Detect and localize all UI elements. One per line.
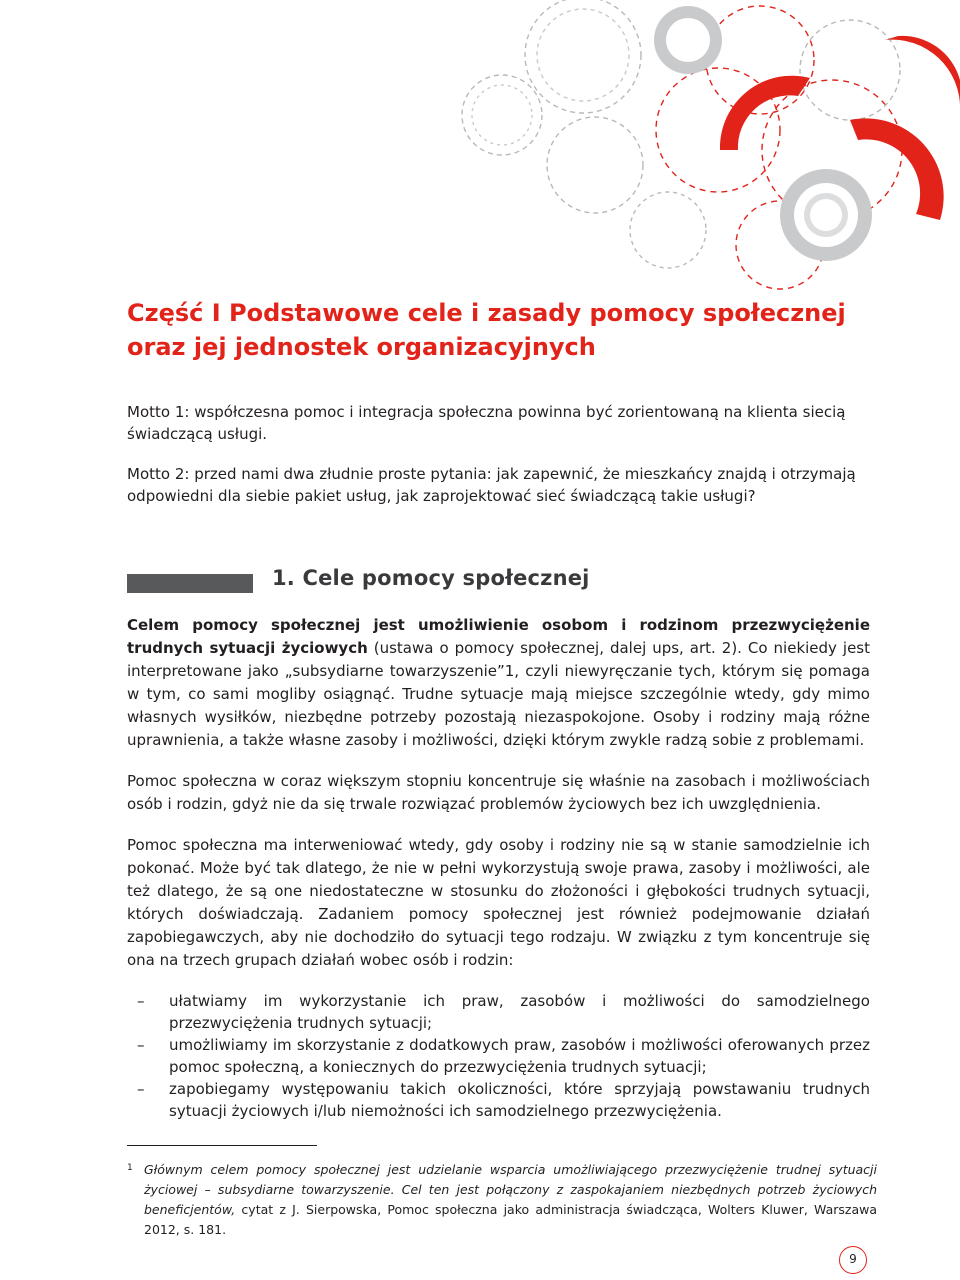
dashed-circle — [525, 0, 641, 113]
list-item — [127, 1078, 870, 1122]
motto-1: Motto 1: współczesna pomoc i integracja społeczna powinna być zorientowaną na klienta siecią świadczącą usługi. — [127, 403, 846, 443]
footnote-citation: cytat z J. Sierpowska, Pomoc społeczna jako administracja świadcząca, Wolters Kluwer, Warszawa 2012, s. 181. — [144, 1202, 877, 1237]
dashed-circle — [800, 20, 900, 120]
list-item-text: zapobiegamy występowaniu takich okoliczności, które sprzyjają powstawaniu trudnych sytuacji życiowych i/lub niemożności ich samodzielnego przezwyciężenia. — [169, 1080, 870, 1120]
paragraph-1 — [127, 614, 870, 752]
paragraph-1-rest: (ustawa o pomocy społecznej, dalej ups, art. 2). Co niekiedy jest interpretowane jako „subsydiarne towarzyszenie”1, czyli niewyręczanie tych, którym się pomaga w tym, co sami mogliby osiągnąć. Trudne sytuacje mają miejsce szczególnie wtedy, gdy mimo własnych wysiłków, niezbędne potrzeby pozostają niezaspokojone. Osoby i rodziny mają różne uprawnienia, a także własne zasoby i możliwości, dzięki którym zwykle radzą sobie z problemami. — [127, 639, 870, 749]
dashed-circle — [630, 192, 706, 268]
dashed-circle — [462, 75, 542, 155]
list-item-text: umożliwiamy im skorzystanie z dodatkowych praw, zasobów i możliwości oferowanych przez pomoc społeczną, a koniecznych do przezwyciężenia trudnych sytuacji; — [169, 1036, 870, 1076]
motto-2: Motto 2: przed nami dwa złudnie proste pytania: jak zapewnić, że mieszkańcy znajdą i otrzymają odpowiedni dla siebie pakiet usług, jak zaprojektować sieć świadczącą takie usługi? — [127, 465, 856, 505]
red-arc-shape — [720, 76, 810, 150]
decorative-circles — [420, 0, 960, 290]
footnote-italic: Głównym celem pomocy społecznej jest udzielanie wsparcia umożliwiającego przezwyciężenie trudnej sytuacji życiowej – subsydiarne towarzyszenie. Cel ten jest połączony z zaspokajaniem niezbędnych potrzeb życiowych beneficjentów, — [144, 1162, 877, 1217]
footnote-rule — [127, 1145, 317, 1146]
chapter-title-line-1: Część I Podstawowe cele i zasady pomocy społecznej — [127, 299, 846, 327]
dashed-circle — [537, 9, 629, 101]
list-item — [127, 990, 870, 1034]
section-body — [127, 614, 870, 1122]
footnote-mark: 1 — [127, 1163, 133, 1173]
footnote — [127, 1160, 877, 1240]
actions-list — [127, 990, 870, 1122]
page-number: 9 — [849, 1252, 857, 1266]
list-dash: – — [137, 1036, 145, 1054]
dashed-circle — [472, 85, 532, 145]
section-marker-bar — [127, 574, 253, 593]
chapter-title — [127, 296, 907, 364]
section-heading: 1. Cele pomocy społecznej — [272, 566, 590, 590]
red-arc-shape — [885, 36, 960, 110]
chapter-title-line-2: oraz jej jednostek organizacyjnych — [127, 333, 596, 361]
paragraph-2: Pomoc społeczna w coraz większym stopniu koncentruje się właśnie na zasobach i możliwościach osób i rodzin, gdyż nie da się trwale rozwiązać problemów życiowych bez ich uwzględnienia. — [127, 772, 870, 813]
dashed-circle — [547, 117, 643, 213]
paragraph-1-lead: Celem pomocy społecznej jest umożliwienie osobom i rodzinom przezwyciężenie trudnych sytuacji życiowych — [127, 616, 870, 657]
page-number-badge — [839, 1246, 867, 1274]
list-dash: – — [137, 992, 145, 1010]
list-item — [127, 1034, 870, 1078]
paragraph-3: Pomoc społeczna ma interweniować wtedy, gdy osoby i rodziny nie są w stanie samodzielnie ich pokonać. Może być tak dlatego, że nie w pełni wykorzystują swoje prawa, zasoby i możliwości, ale też dlatego, że są one niedostateczne w stosunku do złożoności i głębokości trudnych sytuacji, których doświadczają. Zadaniem pomocy społecznej jest również podejmowanie działań zapobiegawczych, aby nie dochodziło do sytuacji tego rodzaju. W związku z tym koncentruje się ona na trzech grupach działań wobec osób i rodzin: — [127, 836, 870, 969]
list-dash: – — [137, 1080, 145, 1098]
list-item-text: ułatwiamy im wykorzystanie ich praw, zasobów i możliwości do samodzielnego przezwyciężenia trudnych sytuacji; — [169, 992, 870, 1032]
footnote-body — [144, 1160, 877, 1240]
